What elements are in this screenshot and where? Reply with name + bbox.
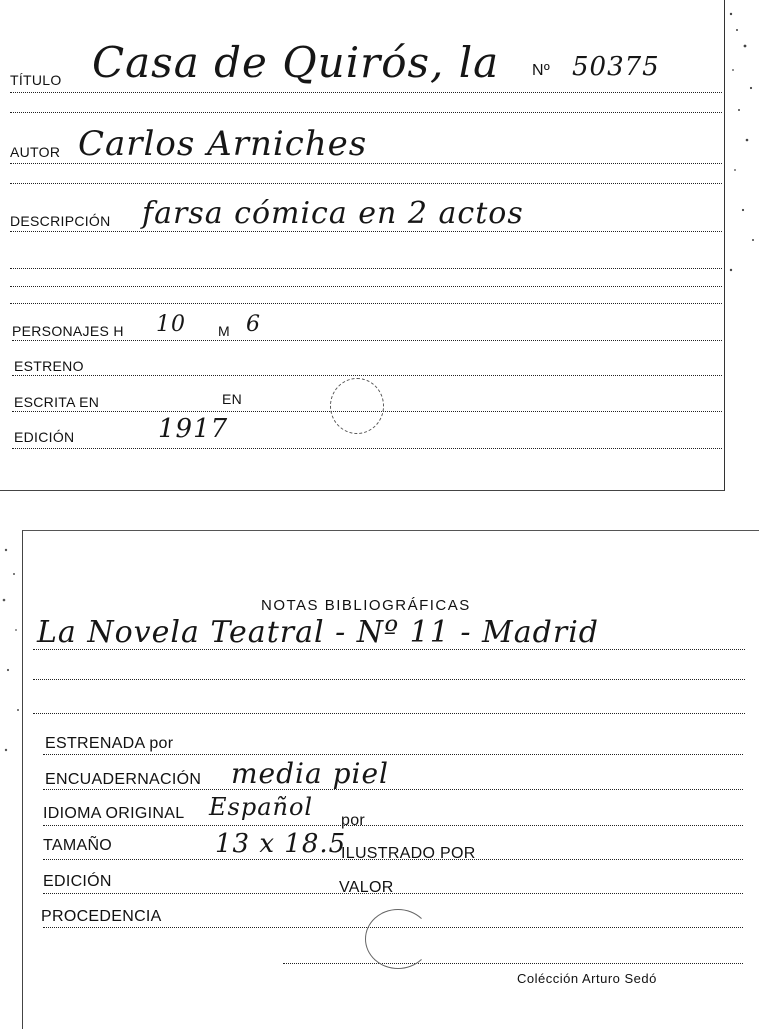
rule-blank-1: [10, 112, 722, 113]
personajes-m-label: M: [218, 323, 230, 339]
autor-label: AUTOR: [10, 144, 61, 160]
en-label: EN: [222, 391, 243, 407]
scan-speckle-left: [0, 540, 24, 780]
edicion-value: 1917: [158, 414, 229, 444]
rule-notas-1: [33, 649, 745, 650]
rule-titulo: [10, 92, 722, 93]
personajes-h-value: 10: [156, 312, 186, 337]
scan-speckle-right: [725, 0, 759, 300]
rule-tamano: [43, 859, 743, 860]
rule-blank-5: [10, 303, 722, 304]
rule-blank-3: [10, 268, 722, 269]
tamano-label: TAMAÑO: [43, 837, 113, 854]
rule-notas-3: [33, 713, 745, 714]
collection-footer: Colécción Arturo Sedó: [517, 971, 657, 986]
catalog-card-front: [0, 0, 725, 491]
idioma-label: IDIOMA ORIGINAL: [43, 805, 185, 822]
encuadernacion-label: ENCUADERNACIÓN: [45, 771, 202, 788]
catalog-card-back: [22, 530, 759, 1029]
rule-idioma: [43, 825, 743, 826]
procedencia-label: PROCEDENCIA: [41, 908, 162, 925]
numero-label: Nº: [532, 62, 550, 79]
personajes-m-value: 6: [246, 312, 261, 337]
edicion-back-label: EDICIÓN: [43, 873, 112, 890]
rule-blank-2: [10, 183, 722, 184]
rule-encuadernacion: [43, 789, 743, 790]
rule-personajes: [12, 340, 722, 341]
rule-procedencia-2: [283, 963, 743, 964]
edicion-label: EDICIÓN: [14, 429, 75, 445]
estreno-label: ESTRENO: [14, 358, 84, 374]
descripcion-label: DESCRIPCIÓN: [10, 213, 111, 229]
escrita-label: ESCRITA EN: [14, 394, 100, 410]
notas-value: La Novela Teatral - Nº 11 - Madrid: [37, 615, 600, 650]
notas-heading: NOTAS BIBLIOGRÁFICAS: [261, 597, 471, 614]
tamano-value: 13 x 18.5: [215, 829, 347, 859]
rule-blank-4: [10, 286, 722, 287]
rule-edicion: [12, 448, 722, 449]
autor-value: Carlos Arniches: [78, 124, 368, 164]
idioma-value: Español: [209, 793, 314, 821]
titulo-value: Casa de Quirós, la: [92, 38, 500, 87]
rule-descripcion: [10, 231, 722, 232]
numero-value: 50375: [572, 52, 660, 82]
rule-autor: [10, 163, 722, 164]
descripcion-value: farsa cómica en 2 actos: [142, 196, 524, 231]
rule-notas-2: [33, 679, 745, 680]
ilustrado-label: ILUSTRADO POR: [341, 845, 476, 862]
valor-label: VALOR: [339, 879, 394, 896]
por-label: por: [341, 812, 366, 829]
titulo-label: TÍTULO: [10, 72, 62, 88]
rule-estrenada: [43, 754, 743, 755]
faint-stamp-circle-back: [365, 909, 431, 969]
faint-stamp-circle: [330, 378, 384, 434]
estrenada-label: ESTRENADA por: [45, 735, 174, 752]
personajes-label: PERSONAJES H: [12, 323, 124, 339]
encuadernacion-value: media piel: [231, 757, 389, 790]
rule-estreno: [12, 375, 722, 376]
rule-edicion-back: [43, 893, 743, 894]
